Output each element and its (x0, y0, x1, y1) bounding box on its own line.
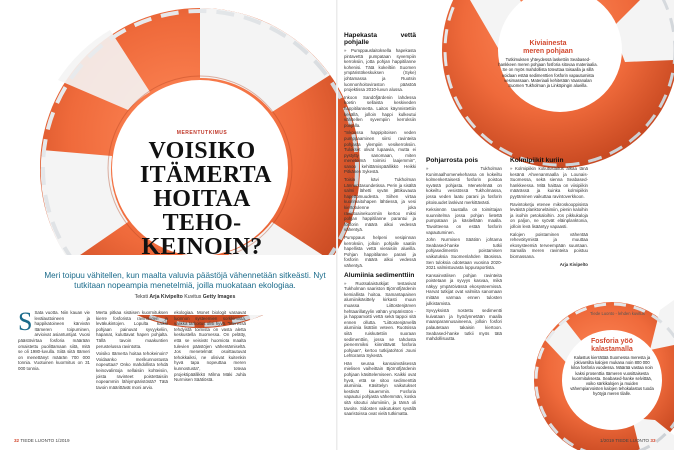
body-text: Hän seuraa kansainvälisessä mielisen vaiheittain Björnöfjärdenin pohjaan käsittelemiseen. Kaikki ovat hyvä, että se sitoo sedimenttiä alumiinia. Käsittelyn vaikutukset kestivät kauemmin. Fosforia vapautui pohjasta vähemmän, koska sitä sitoutui alumiiniin, ja tämä oli tavoite. Sidosten vaikutukset syvällä saaristoissa ovat vielä tutkimatta. (344, 360, 416, 417)
headline-line: VOISIKO (148, 138, 256, 164)
sidebar-box-title: Kiviainesta (529, 40, 567, 47)
byline-author: Arja Kivipelto (149, 294, 183, 300)
sidebar-box-title: kalastamalla (591, 345, 633, 353)
body-text: Ravintoketju etenee mikroskooppisista leväistä planktoneläimiin, pienin kaloihin ja isoihin petokaloihin. Jos pikkukaloja on paljon, ne syövät eläinplanktonia, jolloin levä lisääntyy vapaasti. (510, 201, 588, 229)
issue-number: 1/2019 (600, 438, 615, 443)
footer-right (600, 438, 656, 443)
body-text: Merta pitkaa sisäisen kuormituksen kierre fosforista ravinteiden ja leväkukintojen. Lopulta kaikki pohjaan painuvat syvyykeliin, hapanat, kuluttavat hapen pohjalta. Tällä tavoin maakuntien perustelussa ravintotta. (96, 310, 168, 349)
body-text: » Ruotsalaistutkijat testasivat Tukholman saariston Björnöfjärdenin kemiallista hoitoa. Samantapainen alumiinikäsittely kirkasti muun muassa Liittostenjärven hehtaarillatyylin vähän ympäristöön - ja happamoitti vettä sekä tappoi sitä ennen ollutta. "Liittostenjärvellä alumiinia lisättiin veteen. Ruotsissa siitä ruiskutettiin suoraan sedimenttiin, jossa se tahdosta pienemmiksi kiinnittävät fosforia pohjaan", kertoo tutkijatohtori Jouni Lehtoranta Sykestä. (344, 280, 416, 359)
sidebar-box-title: Fosforia yöö (590, 338, 633, 345)
sidebar-box-title: meren pohjaan (523, 47, 573, 55)
photo-credit: Tiede Luonto - lehden kuvitus (590, 311, 645, 316)
body-text: Kalojen poistaminen vähentää rehevöitymistä ja muuttaa ekosysteemiä terveempään suuntaan. Samalla meren ravinteita poistuu biomassana. (510, 231, 588, 259)
body-text: Kansainvälisen pohjan ravinteita poistetaan ja syvyys kasvaa, mikä näkyy ympäröivässä ekosysteemissä. Harvat tutkijat ovat valmiita sanomaan mitään varmaa ennen tulosten julkistamista. (426, 272, 502, 306)
byline-photo-label: Kuvitus (184, 294, 202, 300)
body-column-3 (174, 310, 246, 435)
column-pohjarrosta (426, 157, 502, 432)
headline-line: KEINOIN? (141, 234, 263, 260)
column-hapekasta (344, 32, 416, 432)
byline-text-label: Teksti (134, 294, 148, 300)
body-text: Sata vuotta. Niin kauan vie levälauttoineen ja happikatoineen kärvivän Itämeren toipuminen, arvioivat asiantuntijat. Vuosi päästövirtaa fosforia määrään omaistettu puolittamaan siitä, mitä se oli 1980-luvulla. Siitä siitä Itämeri on menettänyt määrän 700 000 tonnia. Vuotuinen kuormitus on 31 000 tonnia. (18, 310, 90, 371)
article-lead: Meri toipuu vähitellen, kun maalta valuvia päästöjä vähennetään sitkeästi. Nyt tutkitaan nopeampia menetelmiä, joilla muokataan ekologiaa. (44, 271, 326, 290)
drop-cap: S (18, 310, 33, 336)
section-heading: Alumiinia sedimenttiin (344, 271, 415, 279)
headline-line: HOITAA (153, 186, 251, 212)
page-number: 33 (650, 438, 656, 443)
author-signature: Arja Kivipelto (559, 261, 588, 267)
body-column-1 (18, 310, 90, 435)
footer-left (14, 438, 70, 443)
body-text: John Nurmisen Säätiön johtama Seabased-hanke tutkii pohjasedimentin poistamisen vaikutuksia Suomenlahden itäosissa. Sen tuloksia odotetaan vuosina 2020-2021 valmistuvasta loppuraportista. (426, 237, 502, 271)
magazine-name: TIEDE LUONTO (615, 438, 650, 443)
sidebar-box-body: Kalastus kierrättää Suomessa meresta ja jokivarsilta kalojen mukana noin 800 000 kiloa fosforia vuodessa. Määrää vastaa noin kaksi prosenttia Itämeren vuosittaisesta kuormituksesta. Seabased-hanke selvittää, voiko särkikalojen ja muiden vähempiarvoisten kalojen tehokalastus tuoda hyötyjä meren tilalle. (570, 355, 654, 397)
sidebar-box-kiviainesta (498, 40, 598, 150)
body-text: Voisiko Itämerta hoitaa tehokeinoin? Voidaanko merikunnostusta nopeuttaa? Onko mahdollista tehdä keinovalintoja sellaisiin kohteisiin, joista ravinteet poistettaisiin nopeammin lähiympäristöstä? Tätä tavoin määrittävät moni arvio. (96, 351, 168, 390)
body-column-2 (96, 310, 168, 435)
page-gutter (336, 0, 338, 450)
sidebar-box-body: Tutkimuksen yhteydessä laskettiin Seabased-hankkeen meren pohjaan fosforia sitovaa materiaalia. Se on myös mahdollista toteuttaa toisaalla ja sillä voidaan estää sedimenttien fosforin vapautumista vesimassaan. Materiaali kehitetään Vaaranalan Suomen Tukholman ja Linköpingin alueilla. (498, 57, 598, 89)
body-text: "Inkoossa happipitoisen veden pumppaaminen siirsi ravinteita pohjasta ylempiin vesikerroksiin. Tulokset olivat lupaavia, mutta ei pystytty sanomaan, miten menetelmä toimisi laajemmin", sanoo kehittämispäällikkö Heikki Pitkänen Sykestä. (344, 130, 416, 175)
body-text: Syvyyksistä nostettu sedimentti kuivataan ja hyödynnetään maalla maanparannusaineena, jolloin fosfori palautetaan takaisin kiertoon. Seabased-hanke tutkii myös tätä mahdollisuutta. (426, 308, 502, 342)
body-text: » Kolmipiikin kotiutuslaitus alkaa tänä kesänä Ahvenanmaalla ja Lounais-Suomessa, sekä sienna Seabased-hankkeessa. Mitä haittaa on viisipiikin määrässä ja kuinka kolmipiikin pyytäminen vaikuttaa ravintoverkkoon. (510, 166, 588, 199)
issue-number: 1/2019 (55, 438, 70, 443)
body-text: » Tukholman Kunimaalhomenekehassa on kokeiltu kolmenkertaisesti fosforin poistoa syvästä pohjasta. Menetelmää on kokeiltu vesistössä Tukholmassa, jossa veden laatu parani ja fosforin pitoisuudet laskivat merkittävästi. (426, 166, 502, 205)
body-text: ekologiaa. Monet biologit varaavat luonnon systeemien sorkkimista, valikka tarkoitus olisi hyvä. "Meressä tehdyistä toimista on vasta aletta keskustella Suomessa. On pelätty, että se veisivät huomiota maalta tulevien päästöjen vähentämiseltä. Jos menetelmät osoittautuvat tehokkaiksi, ne olisivat kuitenkin hyvä tapa nopeuttaa meren kunnostusta", toteaa projektipäällikkö Milma Mäki Juhla Nurmisen Säätiöstä. (174, 310, 246, 383)
body-text: Toisin kävi Tukholman Lännerstasundetissa. Perin ja sisältä salmi lähetti syvän jättikuvauta hapettomuudesta. Siihen virtaa kuorimaitohapen lähtiessä, ja vesi kiertotulenne joka ravintoainekuormiin kertoo miksi pohjan happitilanne parantui ja fosforin määrä alkoi vedessä vähentyä. (344, 177, 416, 233)
headline-line: TEHO- (162, 210, 242, 236)
page-title (140, 138, 272, 260)
headline-line: ITÄMERTA (140, 162, 272, 188)
section-kicker: MERENTUTKIMUS (176, 130, 228, 136)
page-number: 32 (14, 438, 20, 443)
section-heading: Kolmipiikit kuriin (510, 157, 564, 164)
magazine-name: TIEDE LUONTO (20, 438, 55, 443)
byline-photographer: Getty Images (202, 294, 236, 300)
body-text: Pumppaus helpeni vesipinnan kerroksiin, jolloin pohjalle saatiin hapellista vettä vieraisiin alueilla. Pohjan happitilanne parani ja fosforin määrä alkoi vedessä vähentyä. (344, 235, 416, 268)
byline (70, 294, 300, 300)
sidebar-box-fosforia (570, 338, 654, 430)
body-text: Keksinnön taustalla on toimittajan suunnitelma jossa pohjan lietettä pumpataan ja käsitellään maalla. Tavoitteena on estää fosforin vapautuminen. (426, 207, 502, 235)
section-heading: Hapekasta vettä pohjalle (344, 32, 416, 46)
body-text: » Pumppauslaitoksella hapekasta pintavettä pumpataan syvempiin kerroksiin, jotta pohjan happitilanne kohenisi. Tätä kokeiltiin Suomen ympäristökeskuksen (Syke) johtamassa ja Ruotsin luonnonhoitoviraston päästöä projektissa 2010-luvun alussa. (344, 48, 416, 93)
section-heading: Pohjarrosta pois (426, 157, 479, 164)
column-kolmipiikit (510, 157, 588, 309)
body-text: Inkoon Sandöfjärdenin lahdessa koetin sellaista keskiveden happitilannetta. Laitos käynnistettiin kesällä, jolloin happi kulkeutui vähitellen syvempiin kerroksiin pohjalla. (344, 94, 416, 128)
